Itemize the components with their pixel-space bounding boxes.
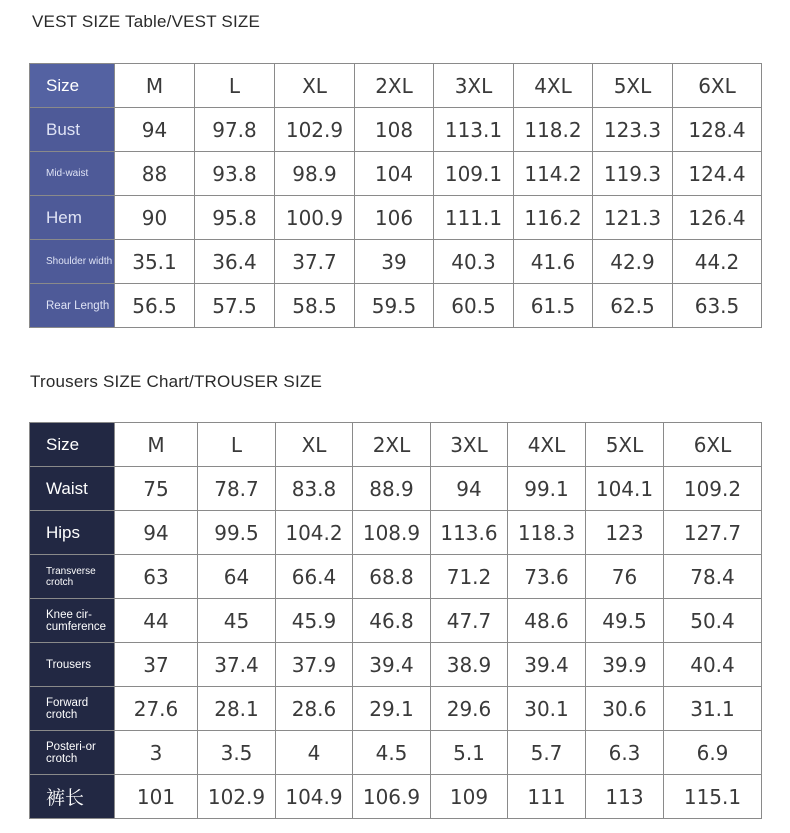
table-cell: 97.8: [195, 108, 275, 152]
trousers-size-chart-title: Trousers SIZE Chart/TROUSER SIZE: [30, 372, 322, 391]
table-cell: 58.5: [275, 284, 355, 328]
table-cell: 119.3: [593, 152, 673, 196]
vest-row-label: Hem: [30, 196, 115, 240]
table-cell: 44.2: [673, 240, 762, 284]
table-cell: 116.2: [514, 196, 593, 240]
table-cell: 88: [115, 152, 195, 196]
vest-size-col: M: [115, 64, 195, 108]
trousers-size-col: 6XL: [664, 423, 762, 467]
trousers-row-label: Forward crotch: [30, 687, 115, 731]
table-cell: 118.2: [514, 108, 593, 152]
table-cell: 102.9: [275, 108, 355, 152]
trousers-size-col: M: [115, 423, 198, 467]
table-cell: 62.5: [593, 284, 673, 328]
table-cell: 39: [355, 240, 434, 284]
vest-row-mid-waist: [30, 152, 762, 196]
vest-size-header: Size: [30, 64, 115, 108]
vest-row-label: Bust: [30, 108, 115, 152]
trousers-row-knee-circumference: [30, 599, 762, 643]
table-cell: 38.9: [431, 643, 508, 687]
table-cell: 88.9: [353, 467, 431, 511]
table-cell: 78.7: [198, 467, 276, 511]
table-cell: 64: [198, 555, 276, 599]
vest-size-table: [29, 63, 762, 328]
table-cell: 73.6: [508, 555, 586, 599]
table-cell: 40.4: [664, 643, 762, 687]
vest-size-col: 2XL: [355, 64, 434, 108]
trousers-size-col: 4XL: [508, 423, 586, 467]
table-cell: 31.1: [664, 687, 762, 731]
table-cell: 104.9: [276, 775, 353, 819]
table-cell: 111.1: [434, 196, 514, 240]
table-cell: 47.7: [431, 599, 508, 643]
trousers-size-col: 5XL: [586, 423, 664, 467]
table-cell: 3.5: [198, 731, 276, 775]
table-cell: 104.1: [586, 467, 664, 511]
table-cell: 108: [355, 108, 434, 152]
table-cell: 4: [276, 731, 353, 775]
table-cell: 29.6: [431, 687, 508, 731]
table-cell: 100.9: [275, 196, 355, 240]
table-cell: 50.4: [664, 599, 762, 643]
trousers-size-header: Size: [30, 423, 115, 467]
trousers-row-posterior-crotch: [30, 731, 762, 775]
table-cell: 60.5: [434, 284, 514, 328]
table-cell: 94: [431, 467, 508, 511]
table-cell: 29.1: [353, 687, 431, 731]
table-cell: 75: [115, 467, 198, 511]
table-cell: 39.9: [586, 643, 664, 687]
table-cell: 78.4: [664, 555, 762, 599]
table-cell: 57.5: [195, 284, 275, 328]
table-cell: 40.3: [434, 240, 514, 284]
trousers-size-col: L: [198, 423, 276, 467]
table-cell: 101: [115, 775, 198, 819]
vest-row-label: Mid-waist: [30, 152, 115, 196]
vest-row-shoulder-width: [30, 240, 762, 284]
table-cell: 113.1: [434, 108, 514, 152]
table-cell: 109.1: [434, 152, 514, 196]
trousers-row-label: 裤长: [30, 775, 115, 819]
table-cell: 106: [355, 196, 434, 240]
table-cell: 46.8: [353, 599, 431, 643]
table-cell: 28.1: [198, 687, 276, 731]
table-cell: 37.4: [198, 643, 276, 687]
vest-size-col: 6XL: [673, 64, 762, 108]
vest-row-label: Rear Length: [30, 284, 115, 328]
vest-size-col: 3XL: [434, 64, 514, 108]
table-cell: 108.9: [353, 511, 431, 555]
table-cell: 124.4: [673, 152, 762, 196]
trousers-row-forward-crotch: [30, 687, 762, 731]
table-cell: 118.3: [508, 511, 586, 555]
table-cell: 114.2: [514, 152, 593, 196]
table-cell: 104: [355, 152, 434, 196]
table-cell: 37.7: [275, 240, 355, 284]
table-cell: 83.8: [276, 467, 353, 511]
table-cell: 5.7: [508, 731, 586, 775]
table-cell: 99.5: [198, 511, 276, 555]
table-cell: 113.6: [431, 511, 508, 555]
table-cell: 104.2: [276, 511, 353, 555]
table-cell: 44: [115, 599, 198, 643]
table-cell: 63.5: [673, 284, 762, 328]
table-cell: 49.5: [586, 599, 664, 643]
table-cell: 123.3: [593, 108, 673, 152]
vest-size-col: 4XL: [514, 64, 593, 108]
table-cell: 61.5: [514, 284, 593, 328]
vest-row-bust: [30, 108, 762, 152]
trousers-size-table: [29, 422, 762, 819]
table-cell: 109.2: [664, 467, 762, 511]
table-cell: 98.9: [275, 152, 355, 196]
table-cell: 99.1: [508, 467, 586, 511]
table-cell: 68.8: [353, 555, 431, 599]
table-cell: 27.6: [115, 687, 198, 731]
vest-size-table-title: VEST SIZE Table/VEST SIZE: [32, 12, 260, 31]
table-cell: 127.7: [664, 511, 762, 555]
table-cell: 37: [115, 643, 198, 687]
vest-row-rear-length: [30, 284, 762, 328]
table-cell: 39.4: [508, 643, 586, 687]
table-cell: 37.9: [276, 643, 353, 687]
trousers-row-label: Hips: [30, 511, 115, 555]
table-cell: 115.1: [664, 775, 762, 819]
vest-row-hem: [30, 196, 762, 240]
table-cell: 71.2: [431, 555, 508, 599]
table-cell: 30.1: [508, 687, 586, 731]
trousers-size-col: 2XL: [353, 423, 431, 467]
table-cell: 66.4: [276, 555, 353, 599]
table-cell: 6.3: [586, 731, 664, 775]
trousers-row-label: Trousers: [30, 643, 115, 687]
table-cell: 56.5: [115, 284, 195, 328]
table-cell: 94: [115, 511, 198, 555]
trousers-header-row: [30, 423, 762, 467]
table-cell: 90: [115, 196, 195, 240]
table-cell: 128.4: [673, 108, 762, 152]
table-cell: 109: [431, 775, 508, 819]
table-cell: 4.5: [353, 731, 431, 775]
table-cell: 30.6: [586, 687, 664, 731]
table-cell: 36.4: [195, 240, 275, 284]
vest-size-col: 5XL: [593, 64, 673, 108]
table-cell: 3: [115, 731, 198, 775]
table-cell: 106.9: [353, 775, 431, 819]
table-cell: 111: [508, 775, 586, 819]
trousers-row-label: Posteri-or crotch: [30, 731, 115, 775]
trousers-row-label: Transverse crotch: [30, 555, 115, 599]
table-cell: 113: [586, 775, 664, 819]
table-cell: 95.8: [195, 196, 275, 240]
vest-size-col: L: [195, 64, 275, 108]
trousers-row-length: [30, 775, 762, 819]
table-cell: 93.8: [195, 152, 275, 196]
trousers-row-label: Waist: [30, 467, 115, 511]
table-cell: 126.4: [673, 196, 762, 240]
table-cell: 41.6: [514, 240, 593, 284]
table-cell: 28.6: [276, 687, 353, 731]
table-cell: 94: [115, 108, 195, 152]
table-cell: 42.9: [593, 240, 673, 284]
trousers-size-col: XL: [276, 423, 353, 467]
table-cell: 123: [586, 511, 664, 555]
trousers-row-hips: [30, 511, 762, 555]
vest-row-label: Shoulder width: [30, 240, 115, 284]
table-cell: 48.6: [508, 599, 586, 643]
table-cell: 35.1: [115, 240, 195, 284]
table-cell: 76: [586, 555, 664, 599]
trousers-row-label: Knee cir-cumference: [30, 599, 115, 643]
trousers-row-transverse-crotch: [30, 555, 762, 599]
table-cell: 6.9: [664, 731, 762, 775]
trousers-row-waist: [30, 467, 762, 511]
table-cell: 39.4: [353, 643, 431, 687]
table-cell: 59.5: [355, 284, 434, 328]
table-cell: 45: [198, 599, 276, 643]
table-cell: 5.1: [431, 731, 508, 775]
table-cell: 63: [115, 555, 198, 599]
vest-header-row: [30, 64, 762, 108]
trousers-size-col: 3XL: [431, 423, 508, 467]
trousers-row-trousers: [30, 643, 762, 687]
table-cell: 102.9: [198, 775, 276, 819]
vest-size-col: XL: [275, 64, 355, 108]
table-cell: 45.9: [276, 599, 353, 643]
table-cell: 121.3: [593, 196, 673, 240]
